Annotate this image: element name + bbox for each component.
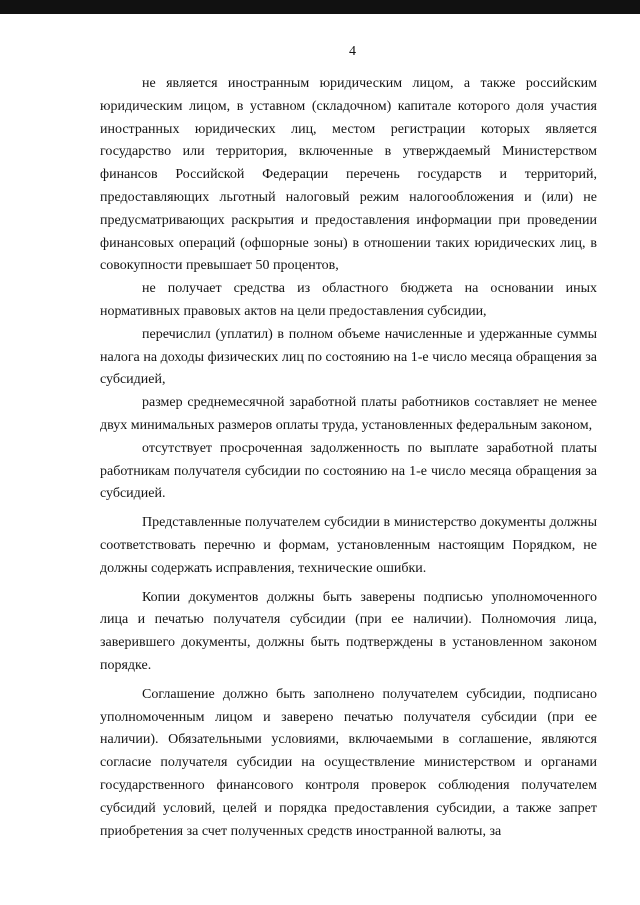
paragraph-offshore-condition: не является иностранным юридическим лицом, а также российским юридическим лицом, в уставном (складочном) капитале которого доля участия иностранных юридических лиц, местом регистрации которых является государство или территория, включенные в утверждаемый Министерством финансов Российской Федерации перечень государств и территорий, предоставляющих льготный налоговый режим налогообложения и (или) не предусматривающих раскрытия и предоставления информации при проведении финансовых операций (офшорные зоны) в отношении таких юридических лиц, в совокупности превышает 50 процентов, — [100, 76, 597, 274]
document-body — [100, 73, 597, 843]
scan-top-border — [0, 0, 640, 14]
paragraph-no-budget-funds: не получает средства из областного бюджета на основании иных нормативных правовых актов на цели предоставления субсидии, — [100, 281, 597, 319]
paragraph-no-wage-arrears: отсутствует просроченная задолженность по выплате заработной платы работникам получателя субсидии по состоянию на 1-е число месяца обращения за субсидией. — [100, 440, 597, 502]
paragraph-agreement: Соглашение должно быть заполнено получателем субсидии, подписано уполномоченным лицом и заверено печатью получателя субсидии (при ее наличии). Обязательными условиями, включаемыми в соглашение, являются согласие получателя субсидии на осуществление министерством и органами государственного финансового контроля проверок соблюдения получателем субсидий условий, целей и порядка предоставления субсидии, а также запрет приобретения за счет полученных средств иностранной валюты, за — [100, 686, 597, 839]
paragraph-average-salary: размер среднемесячной заработной платы работников составляет не менее двух минимальных размеров оплаты труда, установленных федеральным законом, — [100, 395, 597, 433]
paragraph-documents-requirements: Представленные получателем субсидии в министерство документы должны соответствовать перечню и формам, установленным настоящим Порядком, не должны содержать исправления, технические ошибки. — [100, 515, 597, 576]
paragraph-document-copies: Копии документов должны быть заверены подписью уполномоченного лица и печатью получателя субсидии (при ее наличии). Полномочия лица, заверившего документы, должны быть подтверждены в установленном законом порядке. — [100, 589, 597, 673]
paragraph-income-tax-paid: перечислил (уплатил) в полном объеме начисленные и удержанные суммы налога на доходы физических лиц по состоянию на 1-е число месяца обращения за субсидией, — [100, 326, 597, 388]
page-number: 4 — [349, 44, 356, 59]
